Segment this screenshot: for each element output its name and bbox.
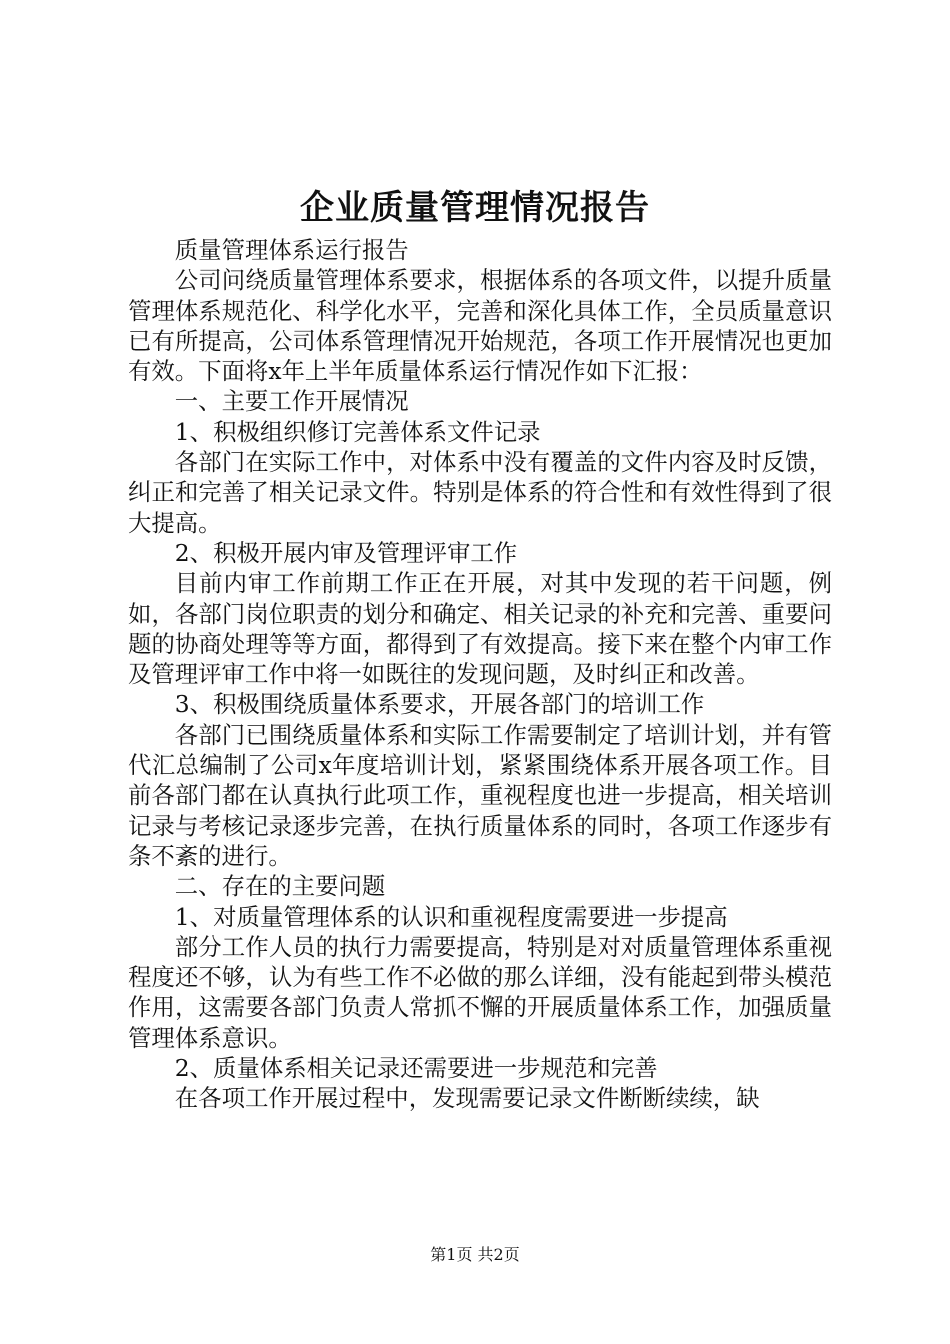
paragraph-awareness: 部分工作人员的执行力需要提高，特别是对对质量管理体系重视程度还不够，认为有些工作不必做的那么详细，没有能起到带头模范作用，这需要各部门负责人常抓不懈的开展质量体系工作，加强质量管理体系意识。 xyxy=(128,932,832,1052)
document-title: 企业质量管理情况报告 xyxy=(300,188,650,228)
paragraph-training: 各部门已围绕质量体系和实际工作需要制定了培训计划，并有管代汇总编制了公司x年度培训计划，紧紧围绕体系开展各项工作。目前各部门都在认真执行此项工作，重视程度也进一步提高，相关培训记录与考核记录逐步完善，在执行质量体系的同时，各项工作逐步有条不紊的进行。 xyxy=(128,720,832,870)
paragraph-report-name: 质量管理体系运行报告 xyxy=(174,236,409,264)
subheading-revise-documents: 1、积极组织修订完善体系文件记录 xyxy=(174,417,541,446)
heading-main-work: 一、主要工作开展情况 xyxy=(174,387,409,416)
paragraph-internal-audit: 目前内审工作前期工作正在开展，对其中发现的若干问题，例如，各部门岗位职责的划分和确定、相关记录的补充和完善、重要问题的协商处理等等方面，都得到了有效提高。接下来在整个内审工作及管理评审工作中将一如既往的发现问题，及时纠正和改善。 xyxy=(128,569,832,689)
paragraph-intro: 公司问绕质量管理体系要求，根据体系的各项文件，以提升质量管理体系规范化、科学化水平，完善和深化具体工作，全员质量意识已有所提高，公司体系管理情况开始规范，各项工作开展情况也更加有效。下面将x年上半年质量体系运行情况作如下汇报： xyxy=(128,266,832,386)
page-number-footer: 第1页 共2页 xyxy=(430,1245,520,1264)
paragraph-revise-documents: 各部门在实际工作中，对体系中没有覆盖的文件内容及时反馈，纠正和完善了相关记录文件。特别是体系的符合性和有效性得到了很大提高。 xyxy=(128,448,832,537)
subheading-records: 2、质量体系相关记录还需要进一步规范和完善 xyxy=(174,1054,658,1083)
subheading-awareness: 1、对质量管理体系的认识和重视程度需要进一步提高 xyxy=(174,902,728,931)
heading-problems: 二、存在的主要问题 xyxy=(174,872,386,901)
document-body xyxy=(128,235,832,1114)
paragraph-records: 在各项工作开展过程中，发现需要记录文件断断续续，缺 xyxy=(174,1084,760,1113)
subheading-internal-audit: 2、积极开展内审及管理评审工作 xyxy=(174,538,518,567)
subheading-training: 3、积极围绕质量体系要求，开展各部门的培训工作 xyxy=(174,690,705,719)
